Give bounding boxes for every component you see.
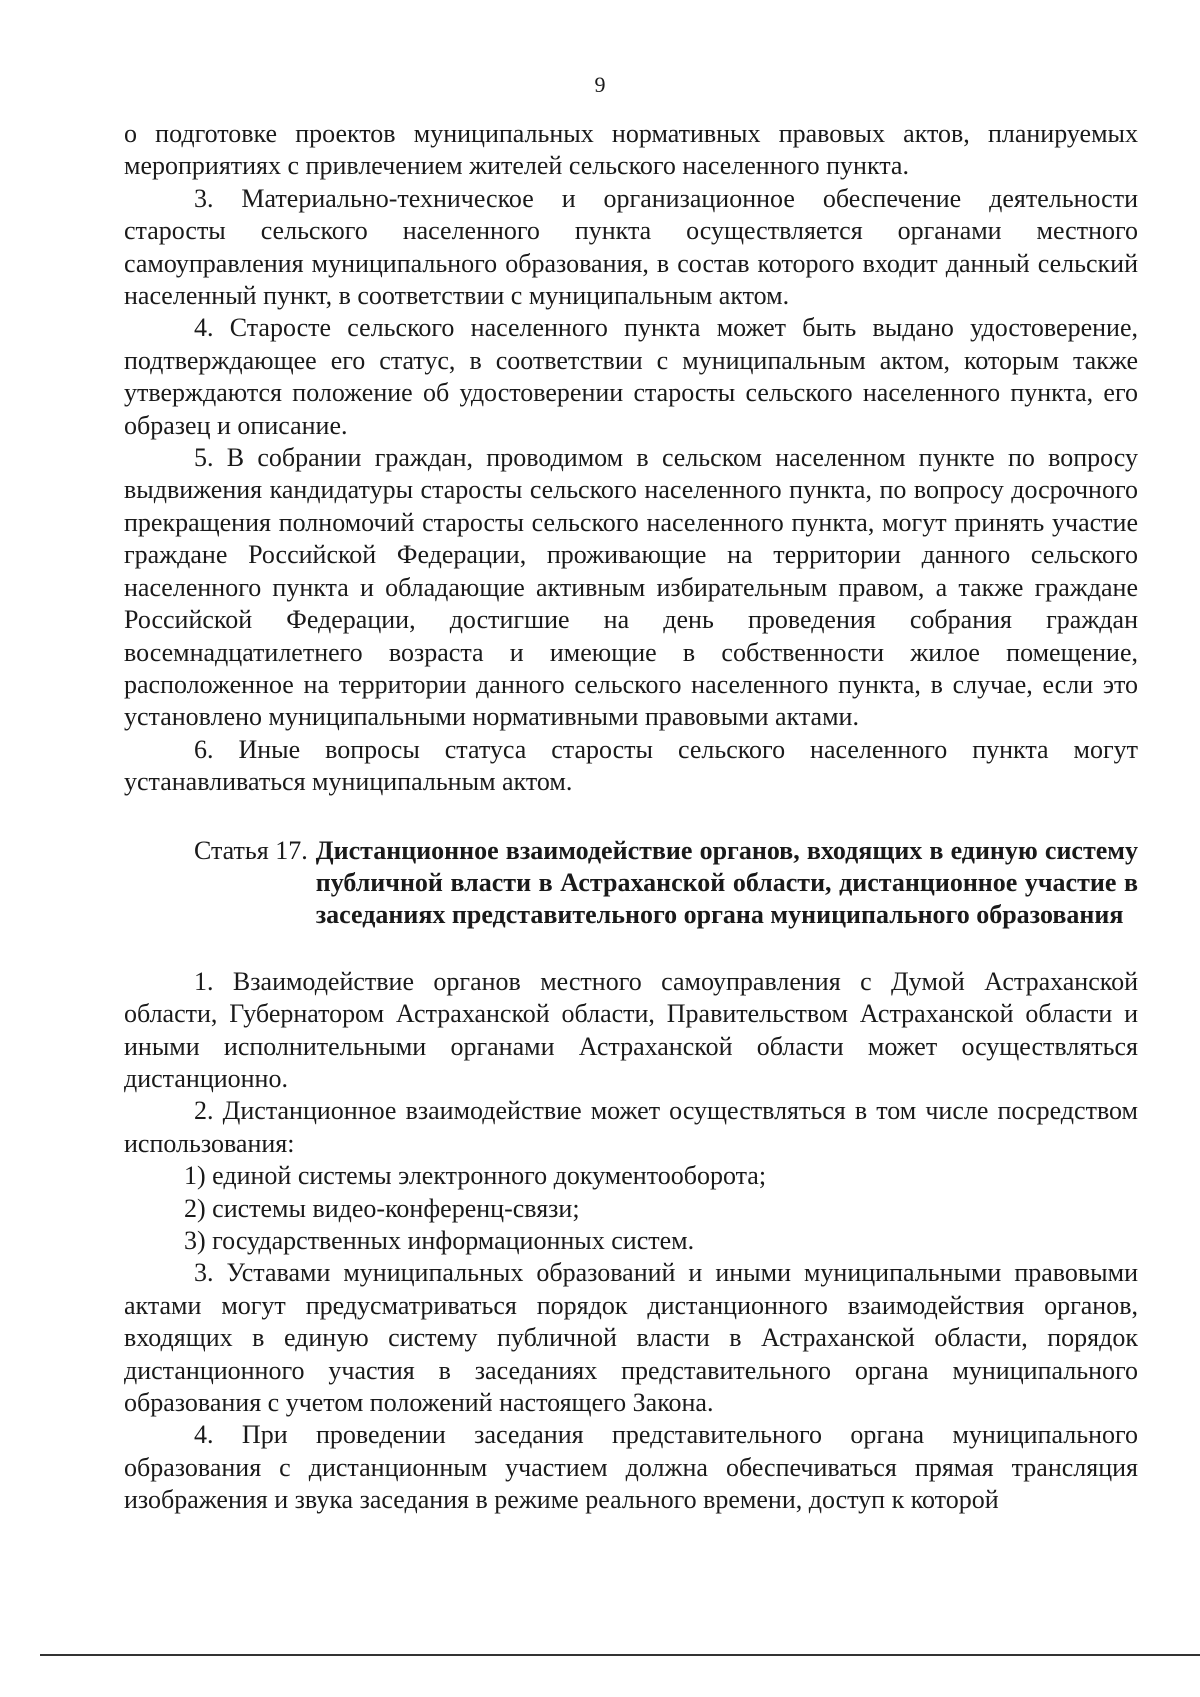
article-label: Статья 17. xyxy=(194,835,308,865)
article-paragraph-2: 2. Дистанционное взаимодействие может осуществляться в том числе посредством использования: xyxy=(124,1096,1138,1158)
article-heading xyxy=(194,835,1138,932)
paragraph-item-3: 3. Материально-техническое и организационное обеспечение деятельности старосты сельского населенного пункта осуществляется органами местного самоуправления муниципального образования, в состав которого входит данный сельский населенный пункт, в соответствии с муниципальным актом. xyxy=(124,183,1138,311)
article-paragraph-1: 1. Взаимодействие органов местного самоуправления с Думой Астраханской области, Губернатором Астраханской области, Правительством Астраханской области и иными исполнительными органами Астраханской области может осуществляться дистанционно. xyxy=(124,966,1138,1093)
article-subitem-3: 3) государственных информационных систем. xyxy=(184,1226,695,1255)
bottom-divider xyxy=(40,1654,1200,1656)
article-subitem-2: 2) системы видео-конференц-связи; xyxy=(184,1193,580,1223)
article-title: Дистанционное взаимодействие органов, входящих в единую систему публичной власти в Астраханской области, дистанционное участие в заседаниях представительного органа муниципального образования xyxy=(315,835,1138,930)
paragraph-item-6: 6. Иные вопросы статуса старосты сельского населенного пункта могут устанавливаться муниципальным актом. xyxy=(124,734,1138,797)
paragraph-item-4: 4. Старосте сельского населенного пункта может быть выдано удостоверение, подтверждающее его статус, в соответствии с муниципальным актом, которым также утверждаются положение об удостоверении старосты сельского населенного пункта, его образец и описание. xyxy=(124,313,1138,440)
paragraph-item-5: 5. В собрании граждан, проводимом в сельском населенном пункте по вопросу выдвижения кандидатуры старосты сельского населенного пункта, по вопросу досрочного прекращения полномочий старосты сельского населенного пункта, могут принять участие граждане Российской Федерации, проживающие на территории данного сельского населенного пункта и обладающие активным избирательным правом, а также граждане Российской Федерации, достигшие на день проведения собрания граждан восемнадцатилетнего возраста и имеющие в собственности жилое помещение, расположенное на территории данного сельского населенного пункта, в случае, если это установлено муниципальными нормативными правовыми актами. xyxy=(124,443,1138,732)
article-paragraph-3: 3. Уставами муниципальных образований и иными муниципальными правовыми актами могут предусматриваться порядок дистанционного взаимодействия органов, входящих в единую систему публичной власти в Астраханской области, порядок дистанционного участия в заседаниях представительного органа муниципального образования с учетом положений настоящего Закона. xyxy=(124,1258,1138,1418)
page-number: 9 xyxy=(594,72,606,97)
document-body xyxy=(124,118,1138,1517)
paragraph-continuation: о подготовке проектов муниципальных нормативных правовых актов, планируемых мероприятиях с привлечением жителей сельского населенного пункта. xyxy=(124,119,1138,181)
article-paragraph-4: 4. При проведении заседания представительного органа муниципального образования с дистанционным участием должна обеспечиваться прямая трансляция изображения и звука заседания в режиме реального времени, доступ к которой xyxy=(124,1420,1138,1515)
article-subitem-1: 1) единой системы электронного документооборота; xyxy=(184,1161,767,1191)
